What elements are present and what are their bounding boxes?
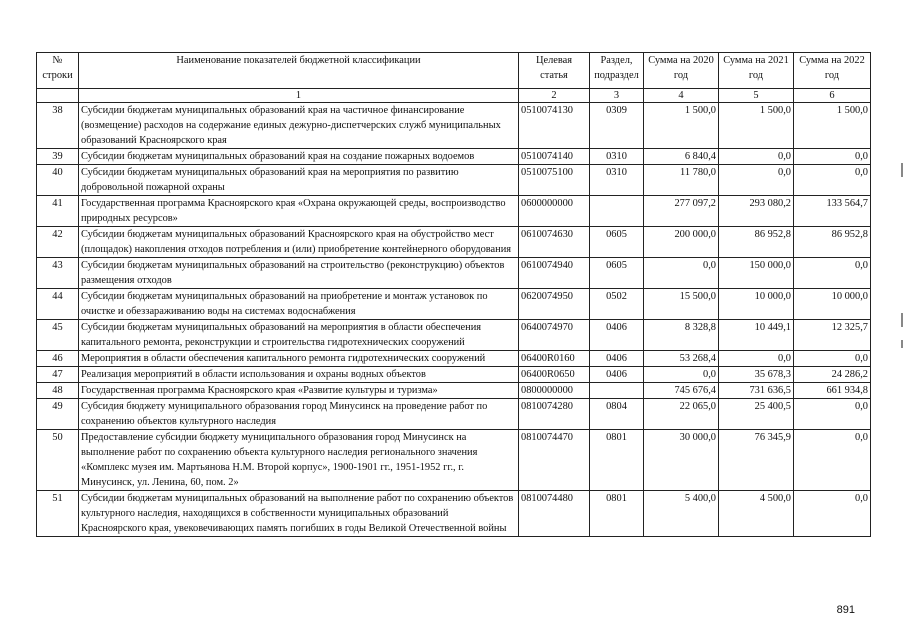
section-code: 0406 (590, 351, 644, 367)
table-row (37, 103, 871, 149)
amount-2022: 133 564,7 (794, 196, 871, 227)
amount-2021: 86 952,8 (719, 227, 794, 258)
section-code: 0502 (590, 289, 644, 320)
section-code: 0801 (590, 491, 644, 537)
amount-2020: 200 000,0 (644, 227, 719, 258)
scan-edge-mark (901, 313, 903, 327)
indicator-name: Субсидии бюджетам муниципальных образований на строительство (реконструкцию) объектов размещения отходов (79, 258, 519, 289)
amount-2020: 5 400,0 (644, 491, 719, 537)
target-article: 0640074970 (519, 320, 590, 351)
section-code: 0406 (590, 320, 644, 351)
amount-2021: 293 080,2 (719, 196, 794, 227)
row-number: 49 (37, 399, 79, 430)
amount-2022: 0,0 (794, 430, 871, 491)
indicator-name: Субсидии бюджетам муниципальных образований на выполнение работ по сохранению объектов культурного наследия, находящихся в собственности муниципальных образований Красноярского края, увековечивающих память погибших в годы Великой Отечественной войны (79, 491, 519, 537)
indicator-name: Предоставление субсидии бюджету муниципального образования город Минусинск на выполнение работ по сохранению объекта культурного наследия регионального значения «Комплекс музея им. Мартьянова Н.М. Второй корпус», 1900-1901 гг., 1951-1952 гг., г. Минусинск, ул. Ленина, 60, пом. 2» (79, 430, 519, 491)
amount-2021: 10 000,0 (719, 289, 794, 320)
target-article: 0610074630 (519, 227, 590, 258)
index-cell (37, 89, 79, 103)
scan-edge-mark (901, 163, 903, 177)
target-article: 0510075100 (519, 165, 590, 196)
row-number: 40 (37, 165, 79, 196)
amount-2020: 22 065,0 (644, 399, 719, 430)
index-cell: 1 (79, 89, 519, 103)
amount-2021: 4 500,0 (719, 491, 794, 537)
target-article: 0810074470 (519, 430, 590, 491)
target-article: 06400R0650 (519, 367, 590, 383)
amount-2020: 6 840,4 (644, 149, 719, 165)
target-article: 0620074950 (519, 289, 590, 320)
section-code: 0310 (590, 165, 644, 196)
amount-2020: 0,0 (644, 367, 719, 383)
section-code (590, 383, 644, 399)
row-number: 51 (37, 491, 79, 537)
amount-2022: 10 000,0 (794, 289, 871, 320)
section-code: 0605 (590, 258, 644, 289)
index-cell: 5 (719, 89, 794, 103)
indicator-name: Государственная программа Красноярского края «Развитие культуры и туризма» (79, 383, 519, 399)
amount-2020: 1 500,0 (644, 103, 719, 149)
target-article: 0600000000 (519, 196, 590, 227)
amount-2021: 150 000,0 (719, 258, 794, 289)
header-section: Раздел, подраздел (590, 53, 644, 89)
row-number: 39 (37, 149, 79, 165)
table-row (37, 430, 871, 491)
amount-2020: 30 000,0 (644, 430, 719, 491)
section-code (590, 196, 644, 227)
indicator-name: Мероприятия в области обеспечения капитального ремонта гидротехнических сооружений (79, 351, 519, 367)
amount-2022: 86 952,8 (794, 227, 871, 258)
header-row-number: № строки (37, 53, 79, 89)
target-article: 0810074480 (519, 491, 590, 537)
index-cell: 3 (590, 89, 644, 103)
target-article: 0510074130 (519, 103, 590, 149)
indicator-name: Государственная программа Красноярского края «Охрана окружающей среды, воспроизводство природных ресурсов» (79, 196, 519, 227)
table-row (37, 289, 871, 320)
row-number: 44 (37, 289, 79, 320)
amount-2021: 731 636,5 (719, 383, 794, 399)
indicator-name: Субсидии бюджетам муниципальных образований края на мероприятия по развитию добровольной пожарной охраны (79, 165, 519, 196)
amount-2021: 0,0 (719, 149, 794, 165)
amount-2022: 0,0 (794, 165, 871, 196)
index-cell: 6 (794, 89, 871, 103)
section-code: 0309 (590, 103, 644, 149)
indicator-name: Субсидии бюджетам муниципальных образований края на создание пожарных водоемов (79, 149, 519, 165)
amount-2022: 1 500,0 (794, 103, 871, 149)
amount-2022: 24 286,2 (794, 367, 871, 383)
target-article: 0510074140 (519, 149, 590, 165)
amount-2020: 745 676,4 (644, 383, 719, 399)
row-number: 50 (37, 430, 79, 491)
section-code: 0310 (590, 149, 644, 165)
indicator-name: Субсидии бюджетам муниципальных образований Красноярского края на обустройство мест (площадок) накопления отходов потребления и (или) приобретение контейнерного оборудования (79, 227, 519, 258)
amount-2021: 1 500,0 (719, 103, 794, 149)
table-row (37, 367, 871, 383)
section-code: 0605 (590, 227, 644, 258)
scan-edge-mark (901, 340, 903, 348)
amount-2020: 277 097,2 (644, 196, 719, 227)
header-amount-2021: Сумма на 2021 год (719, 53, 794, 89)
amount-2021: 76 345,9 (719, 430, 794, 491)
target-article: 06400R0160 (519, 351, 590, 367)
target-article: 0610074940 (519, 258, 590, 289)
amount-2021: 0,0 (719, 351, 794, 367)
amount-2020: 15 500,0 (644, 289, 719, 320)
amount-2022: 0,0 (794, 399, 871, 430)
header-indicator-name: Наименование показателей бюджетной классификации (79, 53, 519, 89)
table-row (37, 399, 871, 430)
indicator-name: Субсидия бюджету муниципального образования город Минусинск на проведение работ по сохранению объектов культурного наследия (79, 399, 519, 430)
row-number: 41 (37, 196, 79, 227)
table-row (37, 320, 871, 351)
amount-2020: 8 328,8 (644, 320, 719, 351)
section-code: 0406 (590, 367, 644, 383)
indicator-name: Субсидии бюджетам муниципальных образований на приобретение и монтаж установок по очистке и обеззараживанию воды на системах водоснабжения (79, 289, 519, 320)
amount-2022: 0,0 (794, 258, 871, 289)
amount-2021: 35 678,3 (719, 367, 794, 383)
table-row (37, 383, 871, 399)
header-target-article: Целевая статья (519, 53, 590, 89)
row-number: 38 (37, 103, 79, 149)
section-code: 0804 (590, 399, 644, 430)
table-row (37, 165, 871, 196)
row-number: 48 (37, 383, 79, 399)
row-number: 45 (37, 320, 79, 351)
header-amount-2022: Сумма на 2022 год (794, 53, 871, 89)
section-code: 0801 (590, 430, 644, 491)
amount-2020: 0,0 (644, 258, 719, 289)
page-number: 891 (836, 604, 855, 616)
amount-2021: 25 400,5 (719, 399, 794, 430)
row-number: 47 (37, 367, 79, 383)
amount-2022: 12 325,7 (794, 320, 871, 351)
amount-2020: 11 780,0 (644, 165, 719, 196)
row-number: 42 (37, 227, 79, 258)
header-amount-2020: Сумма на 2020 год (644, 53, 719, 89)
index-cell: 2 (519, 89, 590, 103)
column-index-row (37, 89, 871, 103)
amount-2022: 0,0 (794, 491, 871, 537)
table-row (37, 351, 871, 367)
table-row (37, 196, 871, 227)
table-row (37, 491, 871, 537)
table-row (37, 258, 871, 289)
table-row (37, 227, 871, 258)
amount-2022: 0,0 (794, 351, 871, 367)
row-number: 43 (37, 258, 79, 289)
indicator-name: Реализация мероприятий в области использования и охраны водных объектов (79, 367, 519, 383)
indicator-name: Субсидии бюджетам муниципальных образований края на частичное финансирование (возмещение) расходов на содержание единых дежурно-диспетчерских служб муниципальных образований Красноярского края (79, 103, 519, 149)
target-article: 0810074280 (519, 399, 590, 430)
index-cell: 4 (644, 89, 719, 103)
table-row (37, 149, 871, 165)
indicator-name: Субсидии бюджетам муниципальных образований на мероприятия в области обеспечения капитального ремонта, реконструкции и строительства гидротехнических сооружений (79, 320, 519, 351)
amount-2021: 10 449,1 (719, 320, 794, 351)
header-row (37, 53, 871, 89)
amount-2021: 0,0 (719, 165, 794, 196)
row-number: 46 (37, 351, 79, 367)
amount-2020: 53 268,4 (644, 351, 719, 367)
budget-table (36, 52, 871, 537)
target-article: 0800000000 (519, 383, 590, 399)
amount-2022: 0,0 (794, 149, 871, 165)
amount-2022: 661 934,8 (794, 383, 871, 399)
